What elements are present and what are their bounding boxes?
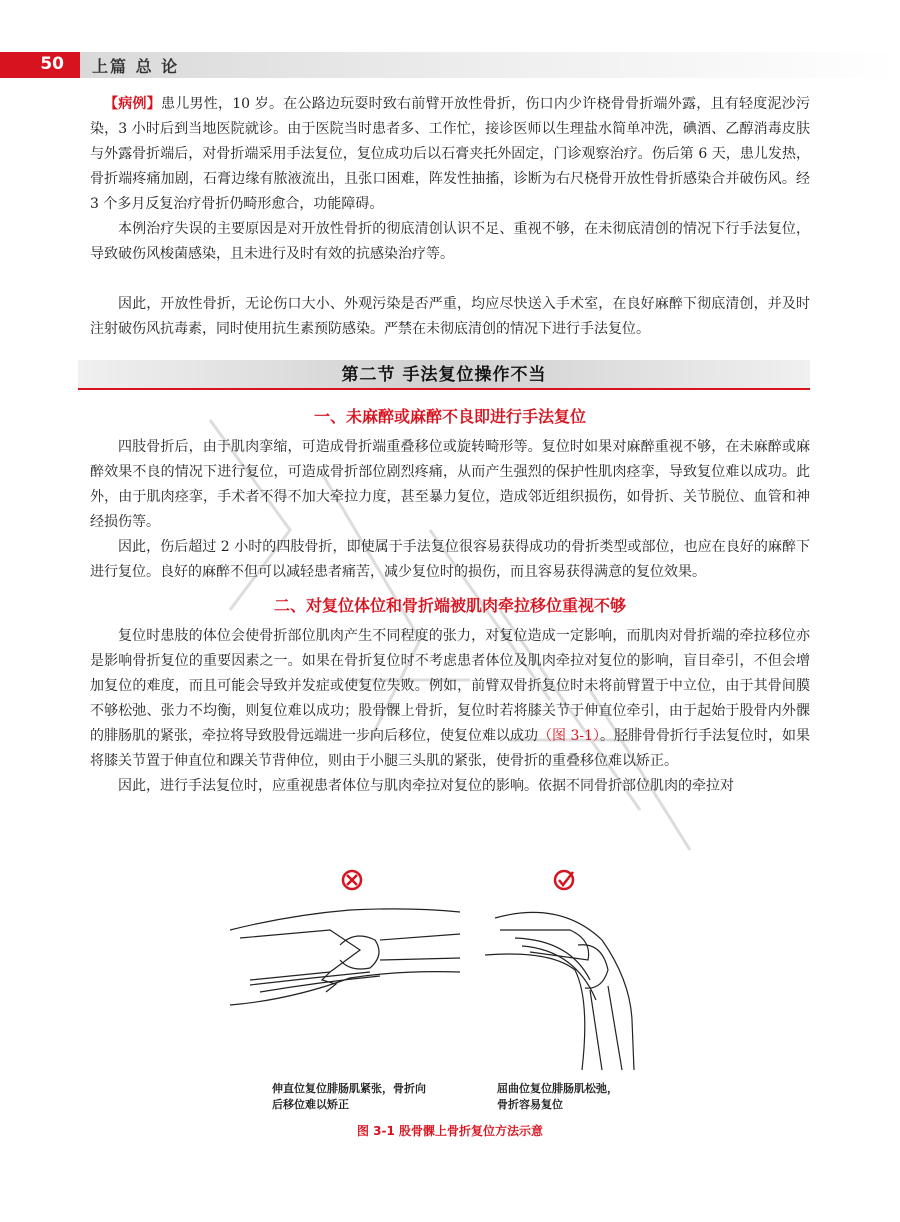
sub1-paragraph-1: 四肢骨折后，由于肌肉挛缩，可造成骨折端重叠移位或旋转畸形等。复位时如果对麻醉重视不够，在未麻醉或麻醉效果不良的情况下进行复位，可造成骨折部位剧烈疼痛，从而产生强烈的保护性肌肉痉挛，导致复位难以成功。此外，由于肌肉痉挛，手术者不得不加大牵拉力度，甚至暴力复位，造成邻近组织损伤，如骨折、关节脱位、血管和神经损伤等。: [90, 439, 810, 530]
sub1-paragraph-2: 因此，伤后超过 2 小时的四肢骨折，即使属于手法复位很容易获得成功的骨折类型或部位，也应在良好的麻醉下进行复位。良好的麻醉不但可以减轻患者痛苦，减少复位时的损伤，而且容易获得满意的复位效果。: [90, 539, 810, 580]
sub2-paragraph-2: 因此，进行手法复位时，应重视患者体位与肌肉牵拉对复位的影响。依据不同骨折部位肌肉的牵拉对: [118, 778, 734, 794]
case-analysis: 本例治疗失误的主要原因是对开放性骨折的彻底清创认识不足、重视不够，在未彻底清创的情况下行手法复位，导致破伤风梭菌感染，且未进行及时有效的抗感染治疗等。: [90, 221, 810, 262]
cross-circle-icon: [343, 871, 361, 889]
case-text: 患儿男性，10 岁。在公路边玩耍时致右前臂开放性骨折，伤口内少许桡骨骨折端外露，且有轻度泥沙污染，3 小时后到当地医院就诊。由于医院当时患者多、工作忙，接诊医师以生理盐水简单冲洗，碘酒、乙醇消毒皮肤与外露骨折端后，对骨折端采用手法复位，复位成功后以石膏夹托外固定，门诊观察治疗。伤后第 6 天，患儿发热，骨折端疼痛加剧，石膏边缘有脓液流出，且张口困难，阵发性抽搐，诊断为右尺桡骨开放性骨折感染合并破伤风。经 3 个多月反复治疗骨折仍畸形愈合，功能障碍。: [90, 96, 811, 212]
figure-reference[interactable]: （图 3-1）: [538, 728, 600, 744]
sub2-p1-part-a: 复位时患肢的体位会使骨折部位肌肉产生不同程度的张力，对复位造成一定影响，而肌肉对骨折端的牵拉移位亦是影响骨折复位的重要因素之一。如果在骨折复位时不考虑患者体位及肌肉牵拉对复位的影响，盲目牵引，不但会增加复位的难度，而且可能会导致并发症或使复位失败。例如，前臂双骨折复位时未将前臂置于中立位，由于其骨间膜不够松弛、张力不均衡，则复位难以成功；股骨髁上骨折，复位时若将膝关节于伸直位牵引，由于起始于股骨内外髁的腓肠肌的紧张，牵拉将导致股骨远端进一步向后移位，使复位难以成功: [90, 628, 810, 744]
intro-conclusion: 因此，开放性骨折，无论伤口大小、外观污染是否严重，均应尽快送入手术室，在良好麻醉下彻底清创，并及时注射破伤风抗毒素，同时使用抗生素预防感染。严禁在未彻底清创的情况下进行手法复位。: [90, 296, 810, 337]
part-title-bar: [80, 52, 900, 78]
figure-illustration: [230, 860, 670, 1160]
sub2-paragraph-1: [90, 624, 810, 774]
case-tag: 【病例】: [104, 96, 161, 112]
flexed-knee-drawing: [485, 912, 634, 1070]
check-circle-icon: [555, 871, 573, 889]
section-title: [78, 360, 810, 390]
subsection-title-2: 二、对复位体位和骨折端被肌肉牵拉移位重视不够: [273, 596, 626, 615]
figure-caption-right: 屈曲位复位腓肠肌松弛，骨折容易复位: [497, 1082, 618, 1111]
page-number: 50: [40, 54, 64, 74]
extended-knee-drawing: [230, 909, 460, 1005]
page-number-box: [0, 52, 80, 78]
figure-caption-left: 伸直位复位腓肠肌紧张，骨折向后移位难以矫正: [272, 1082, 426, 1111]
main-content: [90, 92, 810, 799]
page-header: [0, 52, 900, 82]
figure-title: 图 3-1 股骨髁上骨折复位方法示意: [356, 1124, 544, 1138]
sub2-p1-part-b: 。胫腓骨骨折行手法复位时，如果将膝关节置于伸直位和踝关节背伸位，则由于小腿三头肌的紧张，使骨折的重叠移位难以矫正。: [90, 728, 810, 769]
section-title-text: 第二节 手法复位操作不当: [341, 365, 547, 385]
case-paragraph: [90, 92, 810, 217]
part-title: 上篇 总 论: [92, 57, 180, 76]
subsection-title-1: 一、未麻醉或麻醉不良即进行手法复位: [313, 407, 586, 426]
